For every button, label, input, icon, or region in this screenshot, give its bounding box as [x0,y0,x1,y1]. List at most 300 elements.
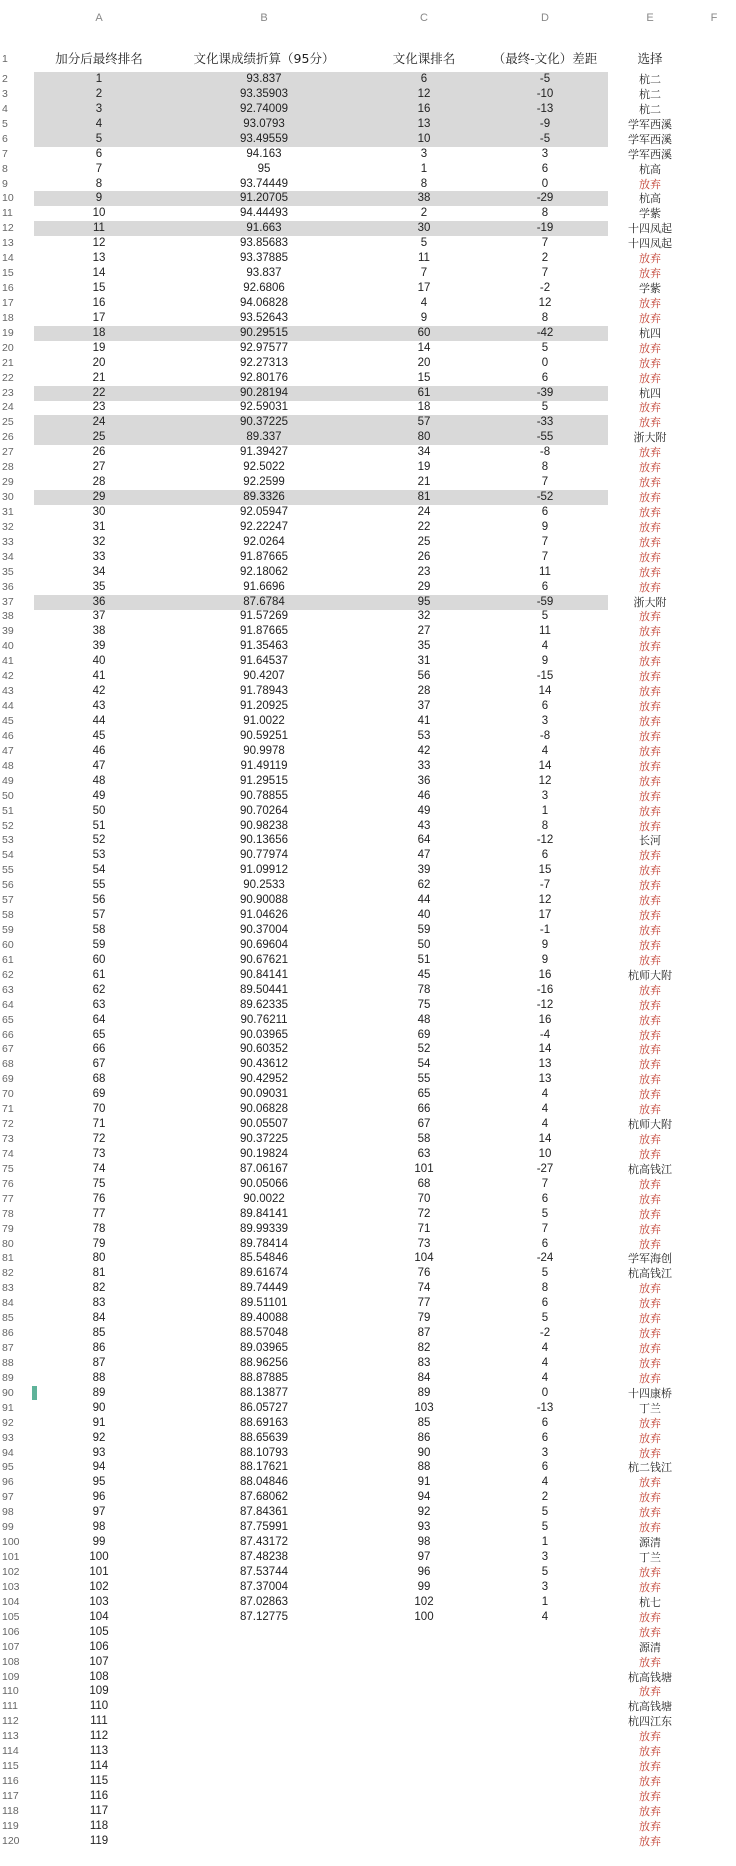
cell-gap[interactable]: -52 [536,491,554,504]
cell-choice[interactable]: 放弃 [639,1297,661,1311]
cell-score[interactable]: 93.837 [246,73,282,85]
cell-rank[interactable]: 92 [92,1431,106,1444]
cell-culture-rank[interactable]: 56 [417,670,431,683]
cell-gap[interactable] [484,1699,606,1714]
row-number[interactable]: 35 [2,565,14,578]
cell-score[interactable] [164,1699,364,1714]
cell-score[interactable]: 90.69604 [240,938,288,951]
cell-rank[interactable]: 47 [92,759,106,772]
cell-rank[interactable]: 95 [92,1476,106,1489]
row-number[interactable]: 22 [2,371,14,384]
cell-choice[interactable]: 杭四 [639,326,661,340]
cell-score[interactable]: 92.6806 [243,282,285,295]
cell-culture-rank[interactable] [364,1670,484,1685]
cell-rank[interactable]: 74 [92,1162,106,1175]
cell-gap[interactable]: 5 [541,1207,549,1220]
cell-choice[interactable]: 放弃 [639,819,661,833]
cell-culture-rank[interactable]: 69 [417,1028,431,1041]
cell-gap[interactable]: -15 [536,670,554,683]
row-number[interactable]: 49 [2,774,14,787]
cell-gap[interactable]: 4 [541,1356,549,1369]
cell-score[interactable]: 89.3326 [243,491,285,504]
cell-choice[interactable]: 放弃 [639,1521,661,1535]
cell-choice[interactable]: 十四凤起 [628,222,672,236]
cell-gap[interactable]: -1 [539,924,551,936]
row-number[interactable]: 68 [2,1058,14,1071]
cell-choice[interactable]: 放弃 [639,625,661,639]
row-number[interactable]: 46 [2,729,14,742]
cell-culture-rank[interactable]: 33 [417,759,431,772]
row-number[interactable]: 39 [2,625,14,638]
row-number[interactable]: 30 [2,491,14,504]
cell-choice[interactable]: 放弃 [639,1416,661,1430]
cell-culture-rank[interactable]: 66 [417,1103,431,1116]
cell-gap[interactable]: 8 [541,207,549,220]
cell-gap[interactable]: 6 [541,580,549,593]
cell-culture-rank[interactable]: 71 [417,1222,431,1235]
cell-culture-rank[interactable]: 84 [417,1371,431,1384]
cell-rank[interactable]: 99 [92,1536,106,1549]
cell-culture-rank[interactable]: 27 [417,625,431,638]
cell-gap[interactable]: 16 [538,968,552,981]
cell-choice[interactable]: 杭七 [639,1595,661,1609]
cell-culture-rank[interactable]: 18 [417,401,431,414]
header-cell-choice[interactable]: 选择 [637,51,663,66]
cell-choice[interactable]: 放弃 [639,1327,661,1341]
cell-rank[interactable]: 34 [92,565,106,578]
cell-score[interactable]: 91.04626 [240,909,288,922]
cell-rank[interactable]: 52 [92,834,106,847]
row-number[interactable]: 79 [2,1222,14,1235]
cell-rank[interactable]: 98 [92,1521,106,1534]
cell-choice[interactable]: 放弃 [639,1730,661,1744]
cell-score[interactable]: 92.18062 [240,565,288,578]
cell-gap[interactable]: -12 [536,998,554,1011]
cell-rank[interactable]: 7 [95,162,103,175]
cell-gap[interactable]: 14 [538,1043,552,1056]
row-number[interactable]: 106 [2,1625,20,1638]
cell-rank[interactable]: 31 [92,520,106,533]
cell-score[interactable]: 91.87665 [240,625,288,638]
cell-gap[interactable]: 14 [538,1133,552,1146]
cell-score[interactable]: 90.9978 [243,744,285,757]
row-number[interactable]: 108 [2,1655,20,1668]
cell-score[interactable]: 87.53744 [240,1566,288,1578]
cell-score[interactable]: 88.13877 [240,1386,288,1399]
cell-gap[interactable]: 12 [538,296,552,309]
cell-score[interactable]: 88.57048 [240,1327,288,1340]
cell-culture-rank[interactable]: 60 [417,326,431,339]
cell-culture-rank[interactable]: 51 [417,953,431,966]
cell-score[interactable]: 89.84141 [240,1207,288,1220]
cell-score[interactable]: 94.44493 [240,207,288,220]
cell-rank[interactable]: 89 [92,1386,106,1399]
cell-gap[interactable]: 8 [541,311,549,324]
cell-culture-rank[interactable]: 97 [417,1551,431,1564]
cell-gap[interactable]: 12 [538,774,552,787]
cell-choice[interactable]: 放弃 [639,894,661,908]
cell-score[interactable]: 89.51101 [240,1297,288,1310]
cell-gap[interactable]: 7 [541,550,549,563]
row-number[interactable]: 57 [2,894,14,907]
cell-culture-rank[interactable]: 20 [417,356,431,369]
cell-choice[interactable]: 放弃 [639,267,661,281]
cell-choice[interactable]: 放弃 [639,1013,661,1027]
row-number[interactable]: 31 [2,505,14,518]
cell-gap[interactable]: 8 [541,819,549,832]
row-number[interactable]: 43 [2,685,14,698]
cell-score[interactable]: 93.85683 [240,237,288,250]
cell-choice[interactable]: 放弃 [639,550,661,564]
row-number[interactable]: 36 [2,580,14,593]
cell-culture-rank[interactable]: 91 [417,1476,431,1489]
cell-culture-rank[interactable]: 54 [417,1058,431,1071]
cell-gap[interactable]: 5 [541,1521,549,1534]
cell-choice[interactable]: 放弃 [639,789,661,803]
cell-rank[interactable]: 77 [92,1207,106,1220]
cell-rank[interactable]: 12 [92,237,106,250]
cell-score[interactable]: 90.37004 [240,924,288,936]
cell-score[interactable]: 94.06828 [240,296,288,309]
row-number[interactable]: 6 [2,132,8,145]
cell-culture-rank[interactable]: 40 [417,909,431,922]
cell-score[interactable]: 90.59251 [240,729,288,742]
cell-score[interactable] [164,1819,364,1834]
cell-choice[interactable]: 放弃 [639,1446,661,1460]
cell-culture-rank[interactable]: 88 [417,1461,431,1474]
row-number[interactable]: 84 [2,1297,14,1310]
cell-score[interactable]: 89.99339 [240,1222,288,1235]
cell-gap[interactable]: -2 [539,1327,551,1340]
cell-rank[interactable]: 43 [92,700,106,713]
cell-gap[interactable]: -13 [536,1401,554,1414]
cell-rank[interactable]: 72 [92,1133,106,1146]
cell-score[interactable]: 92.74009 [240,102,288,115]
cell-gap[interactable]: 13 [538,1058,552,1071]
cell-rank[interactable]: 21 [92,371,106,384]
cell-choice[interactable]: 放弃 [639,879,661,893]
cell-choice[interactable]: 放弃 [639,849,661,863]
column-header-b[interactable]: B [260,12,268,24]
cell-score[interactable]: 90.05066 [240,1177,288,1190]
cell-culture-rank[interactable] [364,1759,484,1774]
cell-gap[interactable]: -8 [539,729,551,742]
cell-rank[interactable]: 28 [92,476,106,489]
row-number[interactable]: 91 [2,1401,14,1414]
cell-score[interactable]: 89.337 [246,431,282,444]
cell-score[interactable]: 90.37225 [240,1133,288,1146]
cell-gap[interactable]: 3 [541,714,549,727]
cell-culture-rank[interactable]: 38 [417,192,431,205]
cell-score[interactable]: 88.65639 [240,1431,288,1444]
cell-culture-rank[interactable]: 6 [420,73,428,85]
row-number[interactable]: 69 [2,1073,14,1086]
cell-choice[interactable]: 浙大附 [633,431,667,445]
cell-culture-rank[interactable]: 93 [417,1521,431,1534]
row-number[interactable]: 44 [2,700,14,713]
cell-choice[interactable]: 学军海创 [628,1252,672,1266]
row-number[interactable]: 37 [2,595,14,608]
row-number[interactable]: 109 [2,1670,20,1683]
cell-choice[interactable]: 放弃 [639,341,661,355]
cell-rank[interactable]: 70 [92,1103,106,1116]
cell-score[interactable]: 90.06828 [240,1103,288,1116]
cell-score[interactable] [164,1670,364,1685]
cell-choice[interactable]: 放弃 [639,1834,661,1848]
cell-choice[interactable]: 放弃 [639,1103,661,1117]
cell-culture-rank[interactable]: 25 [417,535,431,548]
cell-gap[interactable]: 5 [541,610,549,623]
cell-score[interactable]: 91.57269 [240,610,288,623]
row-number[interactable]: 95 [2,1461,14,1474]
cell-gap[interactable]: 5 [541,1566,549,1578]
row-number[interactable]: 5 [2,117,8,130]
cell-score[interactable]: 93.49559 [240,132,288,145]
cell-culture-rank[interactable]: 30 [417,222,431,235]
cell-choice[interactable]: 放弃 [639,177,661,191]
cell-gap[interactable]: -42 [536,326,554,339]
cell-choice[interactable]: 放弃 [639,610,661,624]
cell-rank[interactable]: 54 [92,864,106,877]
row-number[interactable]: 23 [2,386,14,399]
cell-gap[interactable]: 4 [541,1103,549,1116]
row-number[interactable]: 80 [2,1237,14,1250]
cell-gap[interactable]: -5 [539,73,551,85]
row-number[interactable]: 12 [2,222,14,235]
cell-culture-rank[interactable]: 7 [420,267,428,280]
cell-choice[interactable]: 放弃 [639,565,661,579]
cell-choice[interactable]: 放弃 [639,729,661,743]
cell-choice[interactable]: 放弃 [639,1819,661,1833]
cell-rank[interactable]: 50 [92,804,106,817]
cell-culture-rank[interactable]: 48 [417,1013,431,1026]
cell-gap[interactable]: 3 [541,1580,549,1593]
cell-score[interactable]: 91.35463 [240,640,288,653]
cell-rank[interactable]: 80 [92,1252,106,1265]
cell-rank[interactable]: 81 [92,1267,106,1280]
row-number[interactable]: 93 [2,1431,14,1444]
cell-gap[interactable]: 5 [541,1506,549,1519]
cell-score[interactable] [164,1834,364,1849]
row-number[interactable]: 97 [2,1491,14,1504]
cell-gap[interactable]: 4 [541,1088,549,1101]
cell-rank[interactable]: 66 [92,1043,106,1056]
cell-choice[interactable]: 杭高钱塘 [628,1700,672,1714]
cell-gap[interactable]: -4 [539,1028,551,1041]
cell-rank[interactable]: 1 [95,73,103,85]
cell-culture-rank[interactable]: 85 [417,1416,431,1429]
cell-rank[interactable]: 115 [89,1775,109,1788]
cell-gap[interactable]: 6 [541,1192,549,1205]
cell-rank[interactable]: 88 [92,1371,106,1384]
cell-culture-rank[interactable]: 70 [417,1192,431,1205]
cell-rank[interactable]: 84 [92,1312,106,1325]
cell-rank[interactable]: 94 [92,1461,106,1474]
cell-gap[interactable] [484,1640,606,1655]
cell-rank[interactable]: 63 [92,998,106,1011]
cell-rank[interactable]: 49 [92,789,106,802]
cell-rank[interactable]: 64 [92,1013,106,1026]
cell-score[interactable]: 87.48238 [240,1551,288,1564]
cell-culture-rank[interactable] [364,1729,484,1744]
cell-rank[interactable]: 38 [92,625,106,638]
row-number[interactable]: 10 [2,192,14,205]
cell-culture-rank[interactable]: 31 [417,655,431,668]
row-number[interactable]: 58 [2,909,14,922]
cell-score[interactable]: 93.837 [246,267,282,280]
cell-gap[interactable]: 6 [541,1297,549,1310]
cell-choice[interactable]: 放弃 [639,1043,661,1057]
cell-score[interactable]: 92.5022 [243,461,285,474]
column-header-c[interactable]: C [420,12,428,24]
cell-culture-rank[interactable]: 13 [417,117,431,130]
cell-gap[interactable]: 12 [538,894,552,907]
cell-choice[interactable]: 放弃 [639,640,661,654]
cell-gap[interactable]: 8 [541,1282,549,1295]
cell-rank[interactable]: 102 [89,1580,109,1593]
cell-culture-rank[interactable]: 104 [414,1252,434,1265]
row-number[interactable]: 20 [2,341,14,354]
cell-score[interactable]: 87.37004 [240,1580,288,1593]
cell-score[interactable]: 90.42952 [240,1073,288,1086]
cell-culture-rank[interactable]: 2 [420,207,428,220]
cell-culture-rank[interactable]: 45 [417,968,431,981]
row-number[interactable]: 11 [2,207,13,220]
cell-choice[interactable]: 杭二钱江 [628,1461,672,1475]
row-number[interactable]: 100 [2,1536,20,1549]
cell-score[interactable] [164,1684,364,1699]
row-number[interactable]: 115 [2,1760,19,1773]
cell-culture-rank[interactable]: 10 [417,132,431,145]
cell-choice[interactable]: 放弃 [639,700,661,714]
cell-choice[interactable]: 放弃 [639,1566,661,1579]
cell-gap[interactable]: 6 [541,162,549,175]
cell-gap[interactable]: 5 [541,1312,549,1325]
cell-score[interactable]: 88.04846 [240,1476,288,1489]
cell-culture-rank[interactable]: 12 [417,87,431,100]
cell-culture-rank[interactable]: 98 [417,1536,431,1549]
cell-culture-rank[interactable]: 81 [417,491,431,504]
cell-score[interactable]: 91.09912 [240,864,288,877]
cell-rank[interactable]: 16 [92,296,106,309]
cell-gap[interactable]: 6 [541,1461,549,1474]
cell-culture-rank[interactable] [364,1625,484,1640]
cell-gap[interactable]: -16 [536,983,554,996]
cell-culture-rank[interactable]: 19 [417,461,431,474]
cell-score[interactable]: 91.49119 [240,759,288,772]
cell-rank[interactable]: 56 [92,894,106,907]
row-number[interactable]: 52 [2,819,14,832]
cell-rank[interactable]: 27 [92,461,106,474]
cell-rank[interactable]: 73 [92,1147,106,1160]
cell-gap[interactable]: 0 [541,1386,549,1399]
row-number[interactable]: 51 [2,804,14,817]
row-number[interactable]: 110 [2,1685,19,1698]
cell-score[interactable]: 87.06167 [240,1162,288,1175]
cell-score[interactable]: 94.163 [246,147,282,160]
cell-choice[interactable]: 放弃 [639,1804,661,1818]
cell-choice[interactable]: 杭高钱江 [628,1162,672,1176]
cell-culture-rank[interactable]: 36 [417,774,431,787]
cell-score[interactable]: 91.663 [246,222,282,235]
cell-rank[interactable]: 113 [89,1745,109,1758]
cell-gap[interactable]: 3 [541,1551,549,1564]
cell-culture-rank[interactable]: 59 [417,924,431,936]
cell-choice[interactable]: 放弃 [639,1610,661,1624]
cell-culture-rank[interactable]: 72 [417,1207,431,1220]
cell-choice[interactable]: 放弃 [639,416,661,430]
cell-culture-rank[interactable]: 16 [417,102,431,115]
cell-score[interactable]: 90.28194 [240,386,288,399]
row-number[interactable]: 90 [2,1386,14,1399]
row-number[interactable]: 94 [2,1446,14,1459]
cell-rank[interactable]: 97 [92,1506,106,1519]
cell-gap[interactable]: -55 [536,431,554,444]
cell-choice[interactable]: 杭师大附 [628,1118,672,1132]
cell-choice[interactable]: 放弃 [639,520,661,534]
cell-gap[interactable] [484,1774,606,1789]
cell-rank[interactable]: 69 [92,1088,106,1101]
cell-choice[interactable]: 放弃 [639,1147,661,1161]
cell-culture-rank[interactable]: 95 [417,595,431,608]
cell-rank[interactable]: 46 [92,744,106,757]
cell-choice[interactable]: 放弃 [639,476,661,490]
cell-rank[interactable]: 25 [92,431,106,444]
cell-score[interactable]: 88.87885 [240,1371,288,1384]
cell-choice[interactable]: 放弃 [639,1237,661,1251]
cell-culture-rank[interactable]: 37 [417,700,431,713]
cell-gap[interactable] [484,1804,606,1819]
cell-choice[interactable]: 放弃 [639,1506,661,1520]
cell-culture-rank[interactable]: 26 [417,550,431,563]
cell-score[interactable]: 91.87665 [240,550,288,563]
cell-choice[interactable]: 十四凤起 [628,237,672,251]
cell-score[interactable] [164,1804,364,1819]
row-number[interactable]: 72 [2,1118,14,1131]
cell-culture-rank[interactable]: 55 [417,1073,431,1086]
cell-rank[interactable]: 68 [92,1073,106,1086]
cell-choice[interactable]: 放弃 [639,774,661,788]
cell-choice[interactable]: 放弃 [639,505,661,519]
row-number[interactable]: 103 [2,1580,20,1593]
row-number[interactable]: 120 [2,1834,20,1847]
cell-choice[interactable]: 放弃 [639,252,661,266]
cell-culture-rank[interactable]: 102 [414,1595,434,1608]
cell-rank[interactable]: 3 [95,102,103,115]
cell-score[interactable]: 87.75991 [240,1521,288,1534]
row-number[interactable]: 28 [2,461,14,474]
cell-culture-rank[interactable]: 28 [417,685,431,698]
cell-rank[interactable]: 9 [95,192,103,205]
cell-score[interactable]: 95 [257,162,271,175]
cell-choice[interactable]: 放弃 [639,1177,661,1191]
column-header-e[interactable]: E [646,12,654,24]
row-number[interactable]: 53 [2,834,14,847]
row-number[interactable]: 82 [2,1267,14,1280]
cell-culture-rank[interactable]: 53 [417,729,431,742]
cell-gap[interactable]: 14 [538,759,552,772]
cell-score[interactable]: 89.50441 [240,983,288,996]
cell-rank[interactable]: 17 [92,311,106,324]
cell-choice[interactable]: 丁兰 [639,1551,661,1565]
cell-gap[interactable]: 6 [541,700,549,713]
cell-rank[interactable]: 85 [92,1327,106,1340]
cell-culture-rank[interactable]: 47 [417,849,431,862]
header-cell-culture-rank[interactable]: 文化课排名 [392,51,456,66]
cell-rank[interactable]: 86 [92,1342,106,1355]
cell-gap[interactable]: -59 [536,595,554,608]
row-number[interactable]: 45 [2,714,14,727]
